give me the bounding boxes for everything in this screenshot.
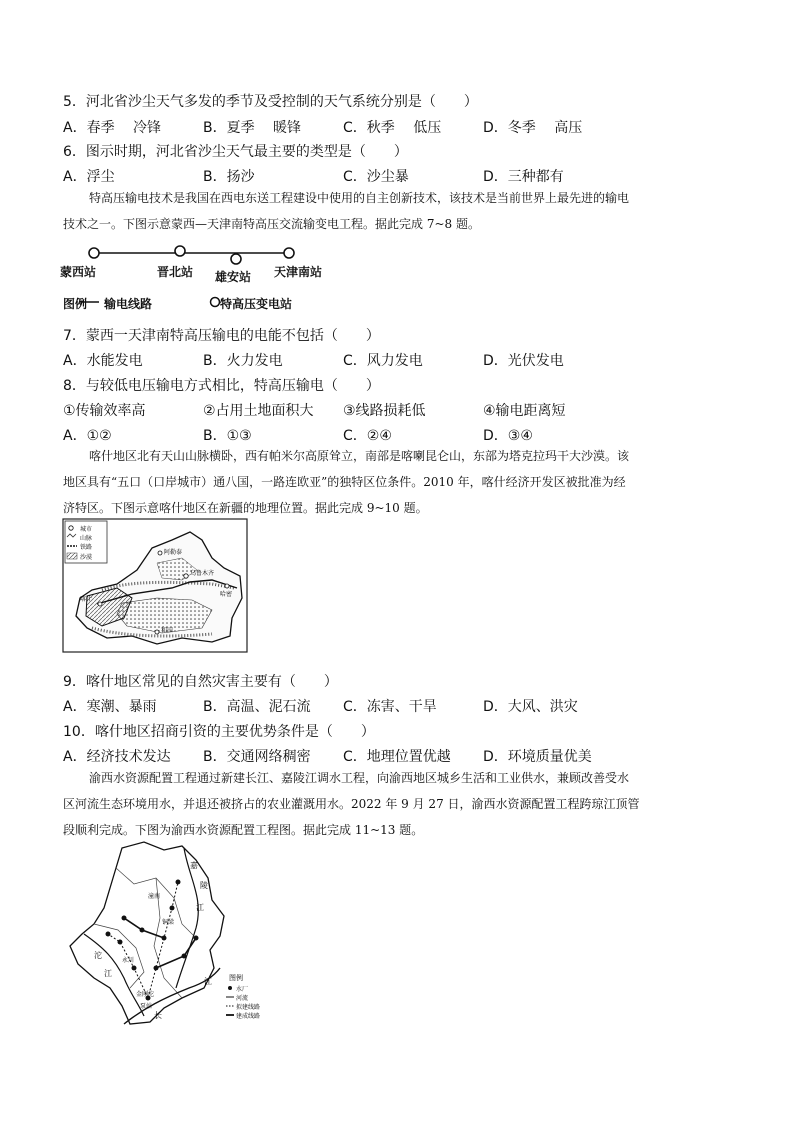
xinjiang-map bbox=[62, 518, 248, 653]
label-ling: 陵 bbox=[200, 881, 208, 890]
label-jia: 嘉 bbox=[190, 861, 198, 870]
city-hami bbox=[225, 584, 229, 588]
label-hami: 哈密 bbox=[220, 591, 233, 598]
q8-statement-1: ①传输效率高 bbox=[63, 403, 146, 419]
passage1-line2: 技术之一。下图示意蒙西—天津南特高压交流输变电工程。据此完成 7~8 题。 bbox=[63, 217, 480, 231]
q10-option-c[interactable]: C．地理位置优越 bbox=[343, 749, 451, 765]
station-label-xiongan: 雄安站 bbox=[215, 270, 252, 284]
water-plant bbox=[162, 936, 167, 941]
passage1-line1: 特高压输电技术是我国在西电东送工程建设中使用的自主创新技术，该技术是当前世界上最先进的输电 bbox=[89, 191, 630, 205]
legend-waterplant-icon bbox=[228, 986, 232, 990]
q9-option-b[interactable]: B．高温、泥石流 bbox=[203, 699, 311, 715]
q7-option-a[interactable]: A．水能发电 bbox=[63, 353, 143, 369]
map1-legend-railway: 铁路 bbox=[80, 544, 93, 551]
map2-legend-river: 河流 bbox=[236, 995, 249, 1002]
label-tongnan: 潼南 bbox=[148, 893, 161, 900]
label-chang: 长 bbox=[154, 1011, 162, 1020]
q8-statement-4: ④输电距离短 bbox=[483, 403, 566, 419]
q6-option-c[interactable]: C．沙尘暴 bbox=[343, 169, 409, 185]
label-tuo: 沱 bbox=[94, 951, 102, 960]
station-mengxi bbox=[89, 248, 99, 258]
q5-option-d[interactable]: D．冬季 高压 bbox=[483, 120, 583, 136]
q9-option-a[interactable]: A．寒潮、暴雨 bbox=[63, 699, 157, 715]
city-legend-icon bbox=[69, 526, 73, 530]
map1-legend-desert: 沙漠 bbox=[80, 554, 93, 561]
water-plant bbox=[132, 966, 137, 971]
station-xiongan bbox=[231, 254, 241, 264]
label-yongchuan: 永川 bbox=[122, 957, 135, 964]
station-tianjinnan bbox=[284, 248, 294, 258]
q8-stem: 8．与较低电压输电方式相比，特高压输电（ ） bbox=[63, 378, 380, 394]
q8-statement-2: ②占用土地面积大 bbox=[203, 403, 314, 419]
q7-stem: 7．蒙西一天津南特高压输电的电能不包括（ ） bbox=[63, 328, 380, 344]
label-jingangtuo: 金刚沱 bbox=[136, 991, 155, 998]
q9-option-c[interactable]: C．冻害、干旱 bbox=[343, 699, 437, 715]
water-plant bbox=[154, 966, 159, 971]
q6-stem: 6．图示时期，河北省沙尘天气最主要的类型是（ ） bbox=[63, 144, 408, 160]
q10-stem: 10．喀什地区招商引资的主要优势条件是（ ） bbox=[63, 724, 375, 740]
map2-legend-built: 建成线路 bbox=[236, 1013, 261, 1020]
legend-station-symbol bbox=[211, 298, 220, 307]
passage3-line1: 渝西水资源配置工程通过新建长江、嘉陵江调水工程，向渝西地区城乡生活和工业供水，兼顾改善受水 bbox=[89, 771, 630, 785]
label-altay: 阿勒泰 bbox=[164, 549, 183, 556]
passage2-line1: 喀什地区北有天山山脉横卧，西有帕米尔高原耸立，南部是喀喇昆仑山，东部为塔克拉玛干大沙漠。该 bbox=[89, 449, 630, 463]
label-jiang-2: 江 bbox=[104, 969, 112, 978]
station-label-mengxi: 蒙西站 bbox=[60, 265, 97, 279]
city-kashgar bbox=[98, 602, 102, 606]
station-label-jinbei: 晋北站 bbox=[157, 265, 194, 279]
map1-legend-city: 城市 bbox=[80, 526, 93, 533]
q7-option-d[interactable]: D．光伏发电 bbox=[483, 353, 564, 369]
q8-option-a[interactable]: A．①② bbox=[63, 428, 112, 444]
passage3-line3: 段顺利完成。下图为渝西水资源配置工程图。据此完成 11~13 题。 bbox=[63, 823, 424, 837]
label-kashgar: 喀什 bbox=[80, 596, 93, 603]
label-urumqi: 乌鲁木齐 bbox=[190, 570, 215, 577]
q10-option-a[interactable]: A．经济技术发达 bbox=[63, 749, 171, 765]
water-plant bbox=[122, 916, 127, 921]
city-altay bbox=[158, 551, 162, 555]
water-plant bbox=[118, 940, 123, 945]
water-plant bbox=[176, 880, 181, 885]
water-plant bbox=[106, 932, 111, 937]
q7-option-c[interactable]: C．风力发电 bbox=[343, 353, 423, 369]
q8-option-c[interactable]: C．②④ bbox=[343, 428, 392, 444]
q8-option-b[interactable]: B．①③ bbox=[203, 428, 252, 444]
q7-option-b[interactable]: B．火力发电 bbox=[203, 353, 283, 369]
label-jiang-1: 江 bbox=[196, 903, 204, 912]
q6-option-b[interactable]: B．扬沙 bbox=[203, 169, 255, 185]
q6-option-d[interactable]: D．三种都有 bbox=[483, 169, 564, 185]
q9-option-d[interactable]: D．大风、洪灾 bbox=[483, 699, 578, 715]
water-plant bbox=[182, 954, 187, 959]
q5-stem: 5．河北省沙尘天气多发的季节及受控制的天气系统分别是（ ） bbox=[63, 94, 478, 110]
water-plant bbox=[170, 906, 175, 911]
passage2-line2: 地区具有“五口（口岸城市）通八国，一路连欧亚”的独特区位条件。2010 年，喀什经济开发区被批准为经 bbox=[63, 475, 626, 489]
map2-legend-waterplant: 水厂 bbox=[236, 986, 249, 993]
legend-station-label: 特高压变电站 bbox=[220, 297, 293, 311]
q5-option-b[interactable]: B．夏季 暖锋 bbox=[203, 120, 302, 136]
q10-option-b[interactable]: B．交通网络稠密 bbox=[203, 749, 311, 765]
label-jiang-3: 江 bbox=[204, 977, 212, 986]
q8-option-d[interactable]: D．③④ bbox=[483, 428, 533, 444]
city-urumqi bbox=[184, 574, 188, 578]
q5-option-a[interactable]: A．春季 冷锋 bbox=[63, 120, 162, 136]
label-tongliang: 铜梁 bbox=[162, 919, 175, 926]
station-jinbei bbox=[175, 246, 185, 256]
map2-legend-title: 图例 bbox=[229, 974, 243, 982]
water-plant bbox=[140, 928, 145, 933]
passage2-line3: 济特区。下图示意喀什地区在新疆的地理位置。据此完成 9~10 题。 bbox=[63, 501, 428, 515]
q9-stem: 9．喀什地区常见的自然灾害主要有（ ） bbox=[63, 674, 338, 690]
label-hotan: 和田 bbox=[161, 627, 174, 634]
q5-option-c[interactable]: C．秋季 低压 bbox=[343, 120, 442, 136]
city-hotan bbox=[155, 630, 159, 634]
q8-statement-3: ③线路损耗低 bbox=[343, 403, 426, 419]
q6-option-a[interactable]: A．浮尘 bbox=[63, 169, 115, 185]
station-label-tianjinnan: 天津南站 bbox=[274, 265, 323, 279]
legend-title: 图例 bbox=[63, 297, 88, 311]
map1-legend-mountain: 山脉 bbox=[80, 535, 93, 542]
yuxi-water-map bbox=[64, 838, 264, 1028]
q10-option-d[interactable]: D．环境质量优美 bbox=[483, 749, 592, 765]
passage3-line2: 区河流生态环境用水，并退还被挤占的农业灌溉用水。2022 年 9 月 27 日，渝西水资源配置工程跨琼江顶管 bbox=[63, 797, 640, 811]
label-pump: 泵站 bbox=[140, 1003, 153, 1010]
map2-legend-planned: 拟建线路 bbox=[236, 1004, 261, 1011]
water-plant bbox=[194, 936, 199, 941]
legend-line-label: 输电线路 bbox=[104, 297, 153, 311]
desert-legend-icon bbox=[67, 553, 77, 559]
